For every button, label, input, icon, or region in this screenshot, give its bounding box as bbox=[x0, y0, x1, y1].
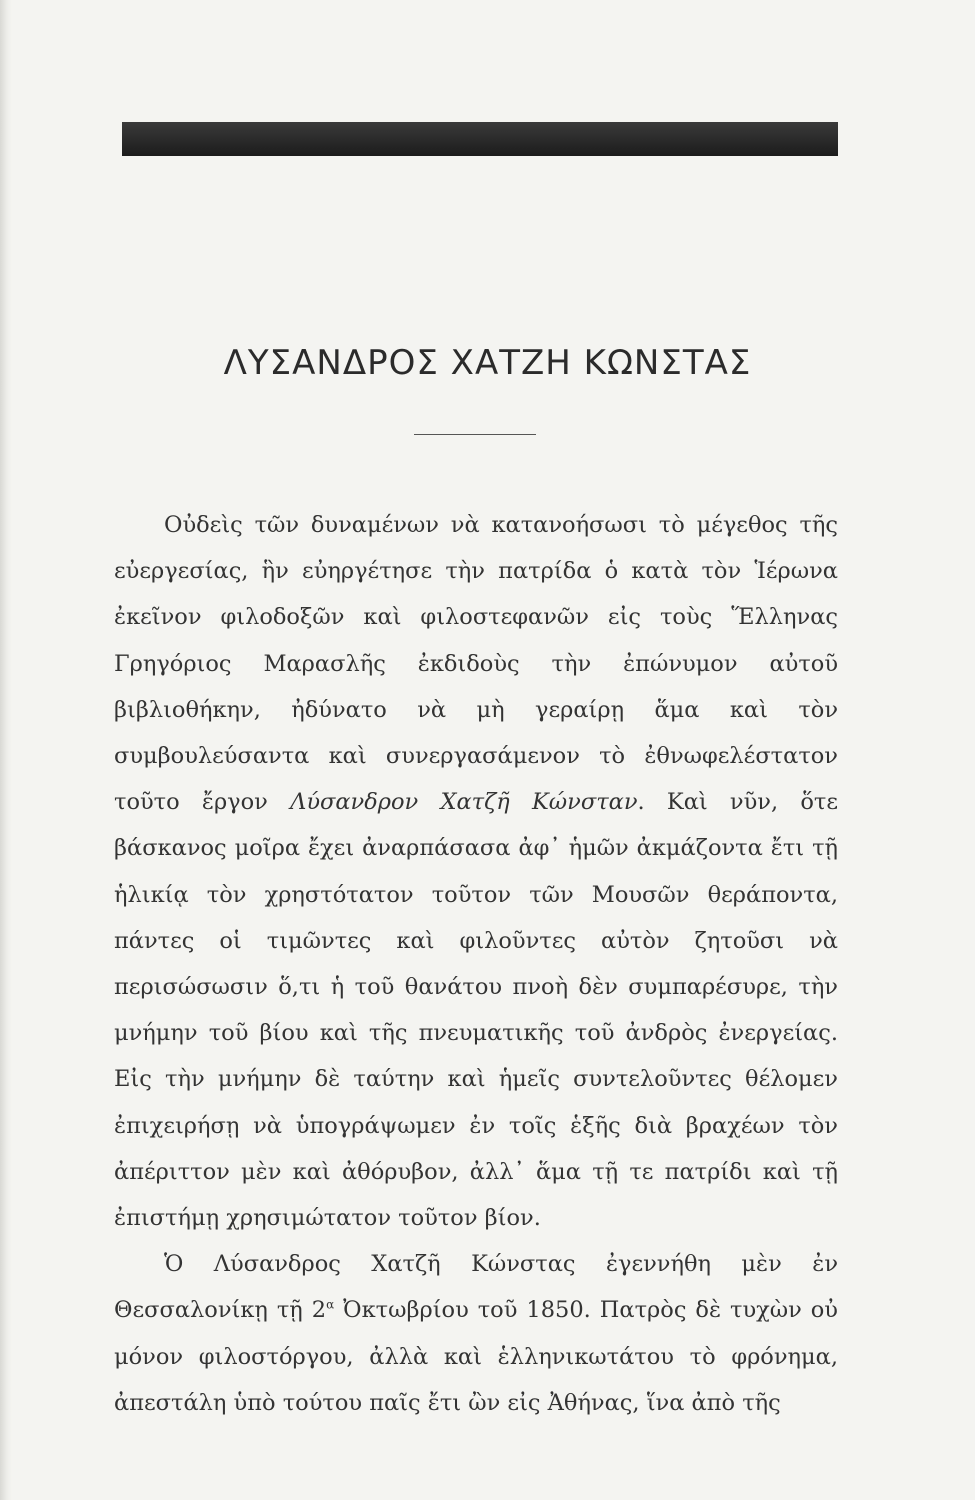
body-text bbox=[114, 502, 838, 1426]
paragraph-1 bbox=[114, 502, 838, 1241]
paragraph-2-ordinal: α bbox=[326, 1297, 335, 1312]
decorative-header-band bbox=[122, 122, 838, 156]
page-title: ΛΥΣΑΝΔΡΟΣ ΧΑΤΖΗ ΚΩΝΣΤΑΣ bbox=[223, 343, 752, 383]
paragraph-2-text-a: Ὁ Λύσανδρος Χατζῆ Κώνστας ἐγεννήθη μὲν ἐν Θεσσαλονίκῃ τῇ 2 bbox=[114, 1251, 838, 1324]
paragraph-1-text-a: Οὐδεὶς τῶν δυναμένων νὰ κατανοήσωσι τὸ μέγεθος τῆς εὐεργεσίας, ἣν εὐηργέτησε τὴν πατρίδα ὁ κατὰ τὸν Ἱέρωνα ἐκεῖνον φιλοδοξῶν καὶ φιλοστεφανῶν εἰς τοὺς Ἕλληνας Γρηγόριος Μαρασλῆς ἐκδιδοὺς τὴν ἐπώνυμον αὐτοῦ βιβλιοθήκην, ἠδύνατο νὰ μὴ γεραίρῃ ἅμα καὶ τὸν συμβουλεύσαντα καὶ συνεργασάμενον τὸ ἐθνωφελέστατον τοῦτο ἔργον bbox=[114, 512, 838, 816]
paragraph-2-text-b: Ὀκτωβρίου τοῦ 1850. Πατρὸς δὲ τυχὼν οὐ μόνον φιλοστόργου, ἀλλὰ καὶ ἑλληνικωτάτου τὸ φρόνημα, ἀπεστάλη ὑπὸ τούτου παῖς ἔτι ὢν εἰς Ἀθήνας, ἵνα ἀπὸ τῆς bbox=[114, 1297, 838, 1416]
paragraph-1-emphasis: Λύσανδρον Χατζῆ Κώνσταν bbox=[290, 789, 638, 816]
paragraph-2 bbox=[114, 1241, 838, 1426]
page-left-edge-shadow bbox=[0, 0, 12, 1500]
title-divider bbox=[414, 434, 536, 435]
paragraph-1-text-b: . Καὶ νῦν, ὅτε βάσκανος μοῖρα ἔχει ἀναρπάσασα ἀφ᾽ ἡμῶν ἀκμάζοντα ἔτι τῇ ἡλικίᾳ τὸν χρηστότατον τοῦτον τῶν Μουσῶν θεράποντα, πάντες οἱ τιμῶντες καὶ φιλοῦντες αὐτὸν ζητοῦσι νὰ περισώσωσιν ὅ,τι ἡ τοῦ θανάτου πνοὴ δὲν συμπαρέσυρε, τὴν μνήμην τοῦ βίου καὶ τῆς πνευματικῆς τοῦ ἀνδρὸς ἐνεργείας. Εἰς τὴν μνήμην δὲ ταύτην καὶ ἡμεῖς συντελοῦντες θέλομεν ἐπιχειρήσῃ νὰ ὑπογράψωμεν ἐν τοῖς ἑξῆς διὰ βραχέων τὸν ἀπέριττον μὲν καὶ ἀθόρυβον, ἀλλ᾽ ἅμα τῇ τε πατρίδι καὶ τῇ ἐπιστήμῃ χρησιμώτατον τοῦτον βίον. bbox=[114, 789, 838, 1232]
